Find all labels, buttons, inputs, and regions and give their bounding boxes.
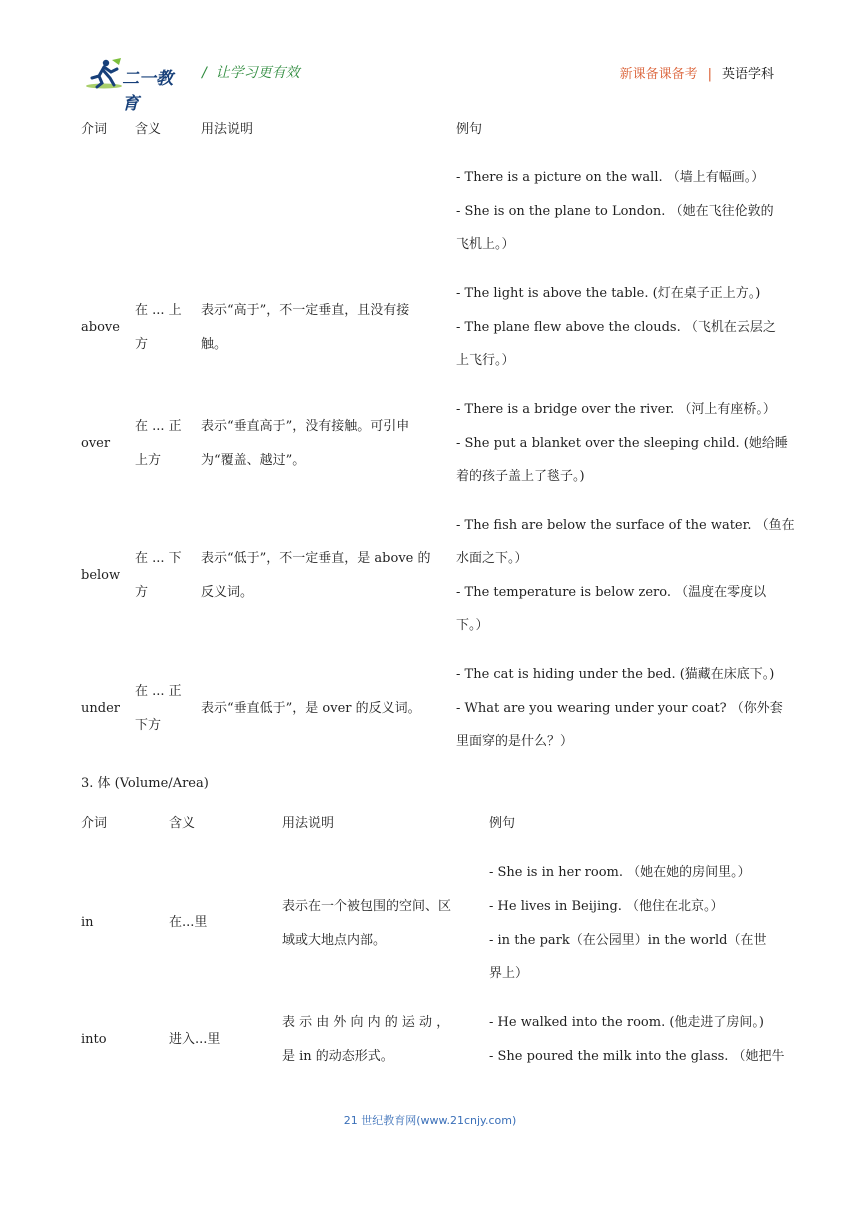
usage-cell: 表示“垂直高于”，没有接触。可引申 xyxy=(201,419,410,434)
meaning-cell: 在 ... 正 xyxy=(135,419,182,434)
example-sentence: - in the park（在公园里）in the world（在世 xyxy=(489,933,767,948)
usage-cell: 表示在一个被包围的空间、区 xyxy=(282,899,452,914)
example-sentence: - He lives in Beijing. （他住在北京。） xyxy=(489,899,724,914)
example-sentence: - What are you wearing under your coat? （你外套 xyxy=(456,701,783,716)
meaning-cell: 上方 xyxy=(135,453,162,468)
example-sentence: 着的孩子盖上了毯子。) xyxy=(456,469,585,484)
preposition-cell: below xyxy=(81,568,121,583)
meaning-cell: 方 xyxy=(135,585,149,600)
meaning-cell: 进入...里 xyxy=(169,1032,221,1047)
preposition-cell: under xyxy=(81,701,120,716)
example-sentence: - There is a bridge over the river. （河上有座桥。） xyxy=(456,402,776,417)
runner-logo-icon xyxy=(84,56,124,90)
column-header-preposition: 介词 xyxy=(81,122,108,137)
example-sentence: 界上） xyxy=(489,966,529,981)
example-sentence: - The light is above the table. (灯在桌子正上方。) xyxy=(456,286,761,301)
column-header-meaning: 含义 xyxy=(135,122,162,137)
usage-cell: 表 示 由 外 向 内 的 运 动 ， xyxy=(282,1015,450,1030)
meaning-cell: 在...里 xyxy=(169,915,208,930)
usage-cell: 反义词。 xyxy=(201,585,254,600)
example-sentence: 水面之下。） xyxy=(456,551,528,566)
example-sentence: 上飞行。） xyxy=(456,353,515,368)
preposition-cell: into xyxy=(81,1032,107,1047)
meaning-cell: 方 xyxy=(135,337,149,352)
site-logo xyxy=(84,56,188,114)
column-header-example: 例句 xyxy=(456,122,483,137)
example-sentence: - She is on the plane to London. （她在飞往伦敦的 xyxy=(456,204,774,219)
example-sentence: - The fish are below the surface of the water. （鱼在 xyxy=(456,518,795,533)
meaning-cell: 在 ... 上 xyxy=(135,303,182,318)
column-header-example: 例句 xyxy=(489,816,516,831)
example-sentence: - The plane flew above the clouds. （飞机在云层之 xyxy=(456,320,776,335)
example-sentence: - The cat is hiding under the bed. (猫藏在床底下。) xyxy=(456,667,775,682)
usage-cell: 表示“高于”，不一定垂直，且没有接 xyxy=(201,303,410,318)
slogan-text: 让学习更有效 xyxy=(215,65,300,81)
example-sentence: - She put a blanket over the sleeping child. (她给睡 xyxy=(456,436,788,451)
page-footer xyxy=(0,1112,860,1128)
example-sentence: - She is in her room. （她在她的房间里。） xyxy=(489,865,751,880)
section-heading: 3. 体 (Volume/Area) xyxy=(81,776,209,791)
example-sentence: - There is a picture on the wall. （墙上有幅画。） xyxy=(456,170,765,185)
example-sentence: - The temperature is below zero. （温度在零度以 xyxy=(456,585,767,600)
example-sentence: - He walked into the room. (他走进了房间。) xyxy=(489,1015,764,1030)
usage-cell: 触。 xyxy=(201,337,228,352)
example-sentence: 里面穿的是什么？） xyxy=(456,734,574,749)
usage-cell: 表示“低于”，不一定垂直，是 above 的 xyxy=(201,551,431,566)
column-header-usage: 用法说明 xyxy=(201,122,254,137)
header-subject-name: 英语学科 xyxy=(721,67,774,82)
preposition-cell: above xyxy=(81,320,120,335)
header-subject xyxy=(620,63,774,82)
header-slogan: / 让学习更有效 xyxy=(202,65,300,81)
example-sentence: - She poured the milk into the glass. （她把牛 xyxy=(489,1049,785,1064)
usage-cell: 为“覆盖、越过”。 xyxy=(201,453,306,468)
example-sentence: 飞机上。） xyxy=(456,237,515,252)
usage-cell: 是 in 的动态形式。 xyxy=(282,1049,394,1064)
preposition-cell: over xyxy=(81,436,111,451)
header-tag: 新课备课备考 xyxy=(619,67,698,82)
page-header xyxy=(0,0,860,114)
example-sentence: 下。） xyxy=(456,618,489,633)
usage-cell: 域或大地点内部。 xyxy=(282,933,387,948)
meaning-cell: 下方 xyxy=(135,718,162,733)
header-separator: | xyxy=(707,67,712,82)
preposition-cell: in xyxy=(81,915,94,930)
logo-text: 二一教育 xyxy=(122,69,173,114)
column-header-meaning: 含义 xyxy=(169,816,196,831)
column-header-preposition: 介词 xyxy=(81,816,108,831)
usage-cell: 表示“垂直低于”，是 over 的反义词。 xyxy=(201,701,421,716)
footer-text: 21 世纪教育网(www.21cnjy.com) xyxy=(343,1114,517,1127)
meaning-cell: 在 ... 下 xyxy=(135,551,182,566)
meaning-cell: 在 ... 正 xyxy=(135,684,182,699)
column-header-usage: 用法说明 xyxy=(282,816,335,831)
